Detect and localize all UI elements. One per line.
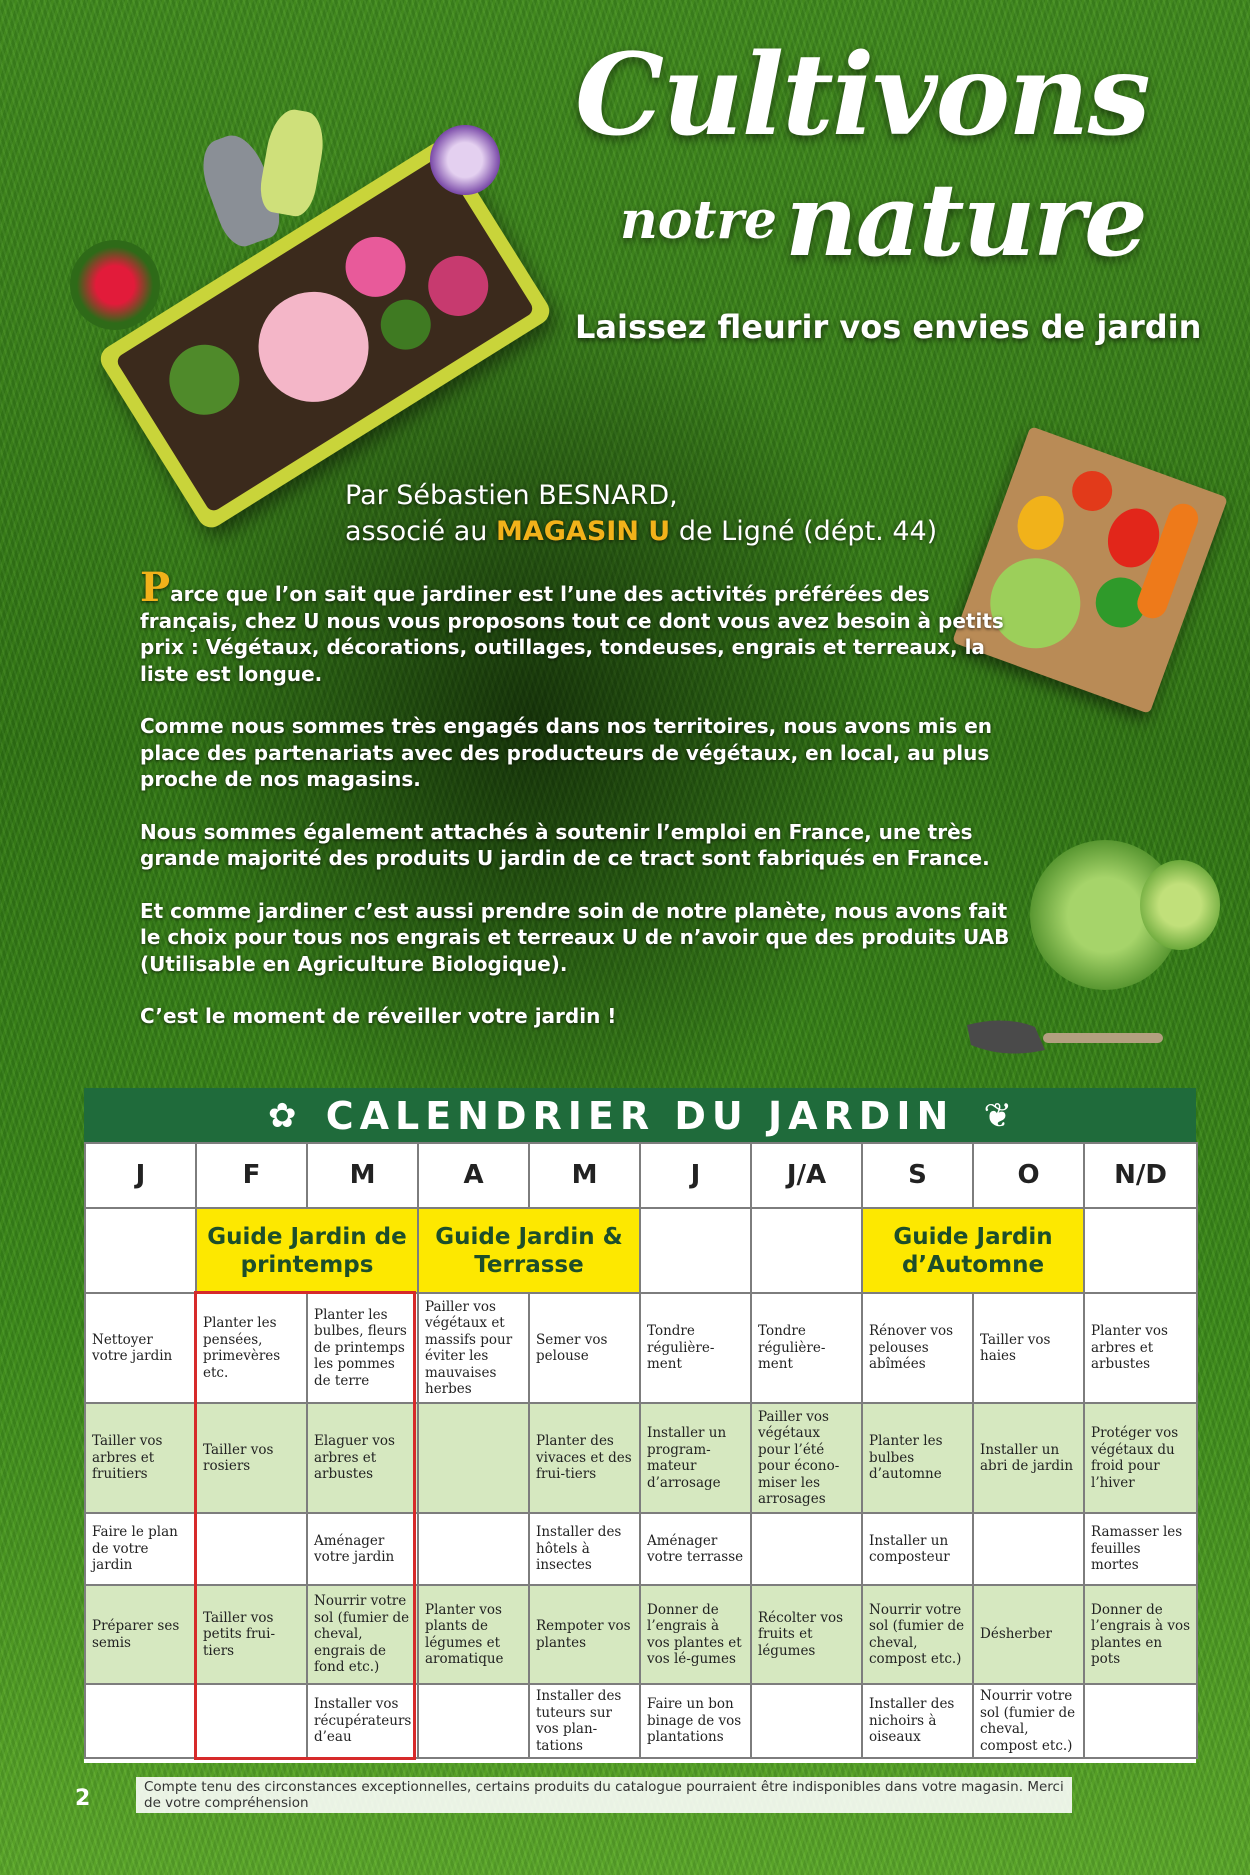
task-cell: Tailler vos petits frui-tiers <box>196 1585 307 1684</box>
month-header: J <box>640 1143 751 1208</box>
task-row <box>85 1684 1197 1758</box>
author-block <box>345 478 937 550</box>
task-row <box>85 1403 1197 1513</box>
intro-paragraph: Nous sommes également attachés à soutenir l’emploi en France, une très grande majorité des produits U jardin de ce tract sont fabriqués en France. <box>140 819 990 870</box>
page-number: 2 <box>75 1786 91 1811</box>
task-cell: Nourrir votre sol (fumier de cheval, compost etc.) <box>973 1684 1084 1758</box>
task-cell: Désherber <box>973 1585 1084 1684</box>
task-cell: Préparer ses semis <box>85 1585 196 1684</box>
red-flowers-icon <box>70 240 160 330</box>
task-cell: Tailler vos arbres et fruitiers <box>85 1403 196 1513</box>
task-cell: Ramasser les feuilles mortes <box>1084 1513 1197 1585</box>
task-cell: Installer un program-mateur d’arrosage <box>640 1403 751 1513</box>
task-cell: Installer des tuteurs sur vos plan-tations <box>529 1684 640 1758</box>
task-cell: Planter les bulbes d’automne <box>862 1403 973 1513</box>
drop-cap: P <box>140 564 171 611</box>
task-cell: Rempoter vos plantes <box>529 1585 640 1684</box>
guide-terrace[interactable]: Guide Jardin & Terrasse <box>418 1208 640 1293</box>
footnote: Compte tenu des circonstances exceptionnelles, certains produits du catalogue pourraient être indisponibles dans votre magasin. Merci de votre compréhension <box>136 1777 1072 1813</box>
leaf-ornament-icon: ❦ <box>983 1096 1013 1136</box>
task-cell: Nettoyer votre jardin <box>85 1293 196 1403</box>
task-cell: Aménager votre jardin <box>307 1513 418 1585</box>
task-cell: Planter vos plants de légumes et aromatique <box>418 1585 529 1684</box>
month-header: M <box>529 1143 640 1208</box>
task-cell <box>196 1684 307 1758</box>
page-title-nature: nature <box>785 161 1146 279</box>
author-affiliation: associé au MAGASIN U de Ligné (dépt. 44) <box>345 516 938 547</box>
empty-cell <box>640 1208 751 1293</box>
month-header: S <box>862 1143 973 1208</box>
author-name: Par Sébastien BESNARD, <box>345 480 678 511</box>
task-cell: Récolter vos fruits et légumes <box>751 1585 862 1684</box>
month-header: J <box>85 1143 196 1208</box>
lettuce-icon <box>1140 860 1220 950</box>
task-cell: Tailler vos rosiers <box>196 1403 307 1513</box>
task-row <box>85 1585 1197 1684</box>
guide-autumn[interactable]: Guide Jardin d’Automne <box>862 1208 1084 1293</box>
task-cell <box>751 1513 862 1585</box>
task-row <box>85 1293 1197 1403</box>
month-header: M <box>307 1143 418 1208</box>
task-cell: Tondre régulière-ment <box>640 1293 751 1403</box>
page-title-notre: notre <box>620 190 777 251</box>
month-header: J/A <box>751 1143 862 1208</box>
task-cell: Donner de l’engrais à vos plantes en pots <box>1084 1585 1197 1684</box>
task-cell: Faire un bon binage de vos plantations <box>640 1684 751 1758</box>
purple-flowers-icon <box>430 125 500 195</box>
intro-paragraph: Comme nous sommes très engagés dans nos territoires, nous avons mis en place des partenariats avec des producteurs de végétaux, en local, au plus proche de nos magasins. <box>140 714 993 791</box>
task-cell: Installer un composteur <box>862 1513 973 1585</box>
task-cell: Planter des vivaces et des frui-tiers <box>529 1403 640 1513</box>
store-name: MAGASIN U <box>496 516 671 547</box>
guides-row <box>85 1208 1197 1293</box>
task-cell: Faire le plan de votre jardin <box>85 1513 196 1585</box>
task-cell: Planter vos arbres et arbustes <box>1084 1293 1197 1403</box>
empty-cell <box>751 1208 862 1293</box>
page-title: Cultivons <box>575 30 1149 161</box>
intro-paragraph: Parce que l’on sait que jardiner est l’une des activités préférées des français, chez U nous vous proposons tout ce dont vous avez besoin à petits prix : Végétaux, décorations, outillages, tondeuses, engrais et terreaux, la liste est longue. <box>140 564 1004 686</box>
task-cell: Planter les pensées, primevères etc. <box>196 1293 307 1403</box>
garden-glove-icon <box>256 106 328 219</box>
task-cell: Planter les bulbes, fleurs de printemps les pommes de terre <box>307 1293 418 1403</box>
task-cell: Installer des nichoirs à oiseaux <box>862 1684 973 1758</box>
month-header: O <box>973 1143 1084 1208</box>
task-cell: Protéger vos végétaux du froid pour l’hiver <box>1084 1403 1197 1513</box>
task-cell <box>973 1513 1084 1585</box>
task-cell: Pailler vos végétaux et massifs pour éviter les mauvaises herbes <box>418 1293 529 1403</box>
flower-box-image <box>96 137 555 532</box>
month-header: N/D <box>1084 1143 1197 1208</box>
task-cell <box>1084 1684 1197 1758</box>
flower-ornament-icon: ✿ <box>267 1096 297 1136</box>
garden-calendar <box>84 1088 1196 1763</box>
empty-cell <box>85 1208 196 1293</box>
empty-cell <box>1084 1208 1197 1293</box>
month-header: A <box>418 1143 529 1208</box>
intro-text <box>140 564 1020 1056</box>
task-cell: Donner de l’engrais à vos plantes et vos lé-gumes <box>640 1585 751 1684</box>
guide-spring[interactable]: Guide Jardin de printemps <box>196 1208 418 1293</box>
task-cell: Rénover vos pelouses abîmées <box>862 1293 973 1403</box>
calendar-table <box>84 1142 1198 1759</box>
task-cell <box>751 1684 862 1758</box>
task-row <box>85 1513 1197 1585</box>
intro-paragraph: C’est le moment de réveiller votre jardin ! <box>140 1004 617 1028</box>
task-cell: Tondre régulière-ment <box>751 1293 862 1403</box>
intro-paragraph: Et comme jardiner c’est aussi prendre soin de notre planète, nous avons fait le choix pour tous nos engrais et terreaux U de n’avoir que des produits UAB (Utilisable en Agriculture Biologique). <box>140 898 1010 976</box>
task-cell <box>85 1684 196 1758</box>
task-cell: Installer des hôtels à insectes <box>529 1513 640 1585</box>
task-cell: Installer vos récupérateurs d’eau <box>307 1684 418 1758</box>
task-cell: Aménager votre terrasse <box>640 1513 751 1585</box>
task-cell: Pailler vos végétaux pour l’été pour écono-miser les arrosages <box>751 1403 862 1513</box>
months-row <box>85 1143 1197 1208</box>
task-cell: Installer un abri de jardin <box>973 1403 1084 1513</box>
task-cell <box>196 1513 307 1585</box>
calendar-header <box>84 1088 1196 1142</box>
task-cell <box>418 1513 529 1585</box>
task-cell: Nourrir votre sol (fumier de cheval, engrais de fond etc.) <box>307 1585 418 1684</box>
page-subtitle: Laissez fleurir vos envies de jardin <box>575 308 1202 346</box>
task-cell <box>418 1684 529 1758</box>
task-cell: Tailler vos haies <box>973 1293 1084 1403</box>
task-cell: Elaguer vos arbres et arbustes <box>307 1403 418 1513</box>
task-cell: Semer vos pelouse <box>529 1293 640 1403</box>
calendar-title: CALENDRIER DU JARDIN <box>325 1094 955 1138</box>
month-header: F <box>196 1143 307 1208</box>
task-cell: Nourrir votre sol (fumier de cheval, compost etc.) <box>862 1585 973 1684</box>
task-cell <box>418 1403 529 1513</box>
